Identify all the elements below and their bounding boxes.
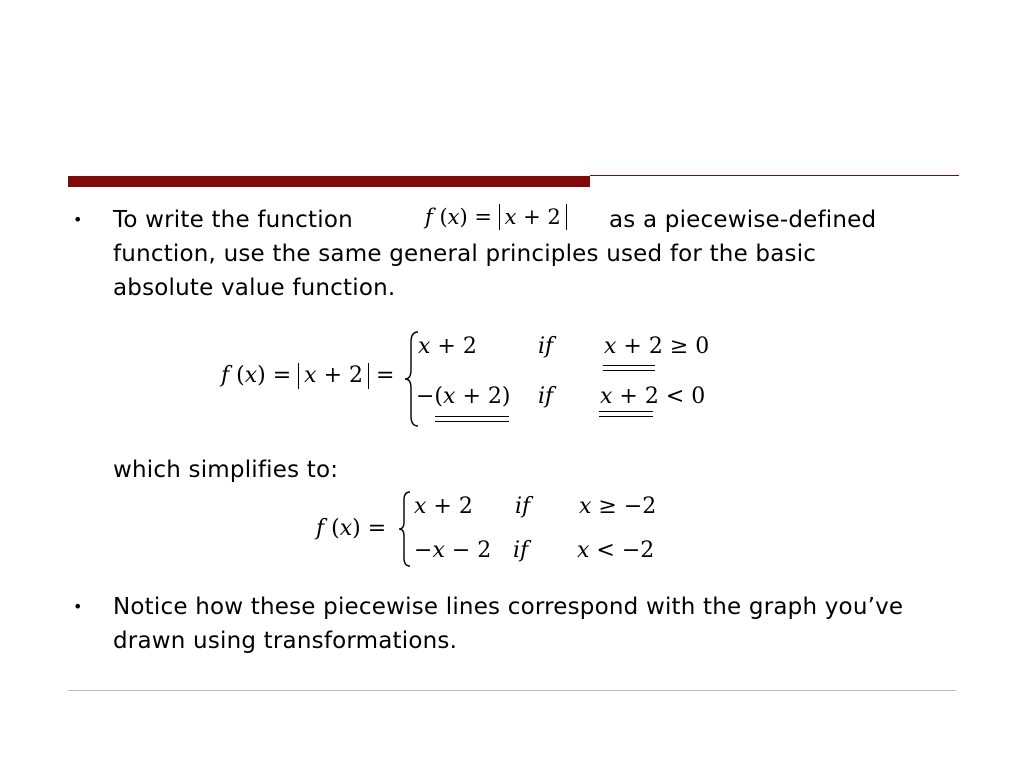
- simplifies-text: which simplifies to:: [113, 457, 339, 483]
- equation-2-case-1-cond: x ≥ −2: [579, 494, 657, 519]
- bullet-marker: •: [73, 597, 83, 616]
- bullet-1-pre: To write the function: [113, 207, 353, 233]
- equation-2-brace: [398, 490, 412, 568]
- underline-double: [603, 365, 655, 371]
- footer-rule: [68, 690, 956, 691]
- title-rule-thick: [68, 176, 590, 187]
- equation-1-case-2-expr: −(x + 2): [416, 384, 511, 409]
- equation-2-case-2-if: if: [513, 538, 529, 563]
- equation-2-case-1-if: if: [515, 494, 531, 519]
- inline-math-function: f (x) = x + 2: [425, 204, 567, 230]
- equation-1-case-2-cond: x + 2 < 0: [600, 384, 706, 409]
- equation-1-lhs: f (x) = x + 2 =: [221, 363, 395, 388]
- underline-double: [435, 416, 509, 422]
- equation-1-case-2-if: if: [538, 384, 554, 409]
- equation-2-case-2-cond: x < −2: [577, 538, 655, 563]
- bullet-marker: •: [73, 210, 83, 229]
- bullet-1-post-line1: as a piecewise-defined: [609, 207, 877, 233]
- equation-2-lhs: f (x) =: [316, 516, 387, 541]
- bullet-2-text: Notice how these piecewise lines correspond with the graph you’ve drawn using transformations.: [113, 594, 904, 654]
- equation-1-case-1-if: if: [538, 334, 554, 359]
- equation-2-case-2-expr: −x − 2: [414, 538, 492, 563]
- title-rule-thin: [590, 175, 959, 176]
- underline-double: [599, 411, 653, 417]
- equation-2-case-1-expr: x + 2: [414, 494, 473, 519]
- bullet-1-post-rest: function, use the same general principles used for the basic absolute value function.: [113, 241, 817, 301]
- equation-1-case-1-cond: x + 2 ≥ 0: [604, 334, 710, 359]
- equation-1-case-1-expr: x + 2: [418, 334, 477, 359]
